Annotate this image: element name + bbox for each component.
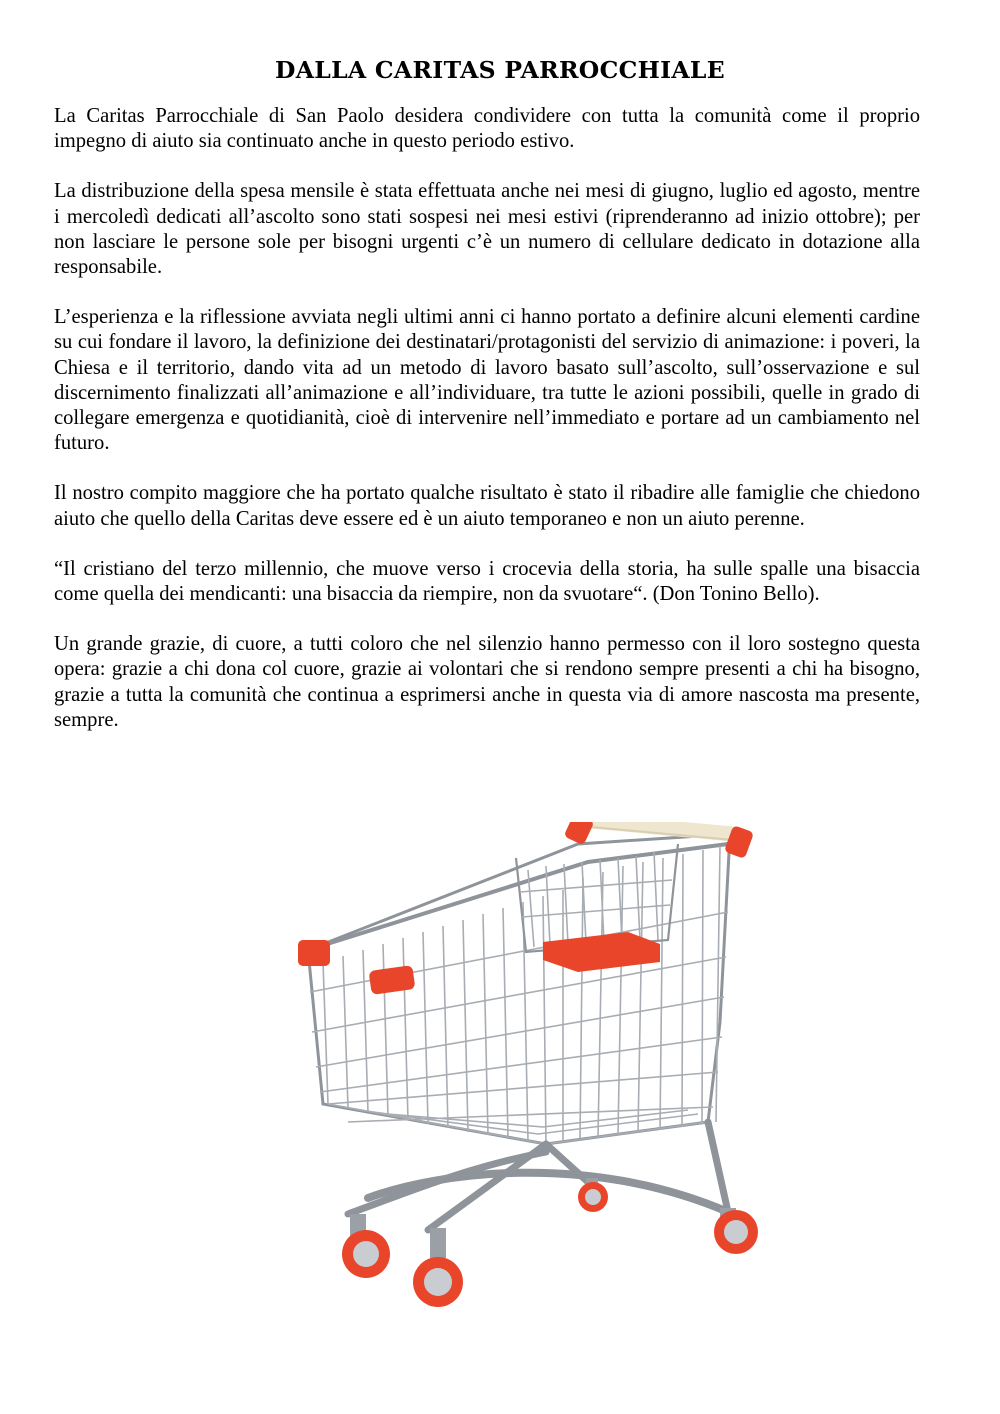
cart-child-seat [543, 932, 660, 972]
paragraph-task: Il nostro compito maggiore che ha portato qualche risultato è stato il ribadire alle famiglie che chiedono aiuto che quello della Caritas deve essere ed è un aiuto temporaneo e non un aiuto perenne. [54, 482, 920, 530]
wheel-back-right [714, 1208, 758, 1254]
article-body [54, 104, 920, 758]
cart-bumpers [298, 940, 415, 995]
paragraph-distribution: La distribuzione della spesa mensile è stata effettuata anche nei mesi di giugno, luglio ed agosto, mentre i mercoledì dedicati all’ascolto sono stati sospesi nei mesi estivi (riprenderanno ad inizio ottobre); per non lasciare le persone sole per bisogni urgenti c’è un numero di cellulare dedicato in dotazione alla responsabile. [54, 180, 920, 279]
paragraph-experience: L’esperienza e la riflessione avviata negli ultimi anni ci hanno portato a definire alcuni elementi cardine su cui fondare il lavoro, la definizione dei destinatari/protagonisti del servizio di animazione: i poveri, la Chiesa e il territorio, dando vita ad un metodo di lavoro basato sull’ascolto, sull’osservazione e sul discernimento finalizzati all’animazione e all’individuare, tra tutte le azioni possibili, quelle in grado di collegare emergenza e quotidianità, cioè di intervenire nell’immediato e portare ad un cambiamento nel futuro. [54, 306, 920, 455]
paragraph-intro: La Caritas Parrocchiale di San Paolo desidera condividere con tutta la comunità come il proprio impegno di aiuto sia continuato anche in questo periodo estivo. [54, 105, 920, 153]
shopping-cart-icon [288, 822, 758, 1332]
wheel-front-left [342, 1214, 390, 1278]
paragraph-quote: “Il cristiano del terzo millennio, che muove verso i crocevia della storia, ha sulle spalle una bisaccia come quella dei mendicanti: una bisaccia da riempire, non da svuotare“. (Don Tonino Bello). [54, 557, 920, 606]
paragraph-thanks: Un grande grazie, di cuore, a tutti coloro che nel silenzio hanno permesso con il loro sostegno questa opera: grazie a chi dona col cuore, grazie ai volontari che si rendono sempre presenti a chi ha bisogno, grazie a tutta la comunità che continua a esprimersi anche in questa via di amore nascosta ma presente, sempre. [54, 633, 920, 731]
page-title: DALLA CARITAS PARROCCHIALE [275, 56, 725, 84]
cart-chassis [348, 1122, 728, 1230]
wheel-back-left [578, 1178, 608, 1212]
wheel-front-right [413, 1228, 463, 1307]
